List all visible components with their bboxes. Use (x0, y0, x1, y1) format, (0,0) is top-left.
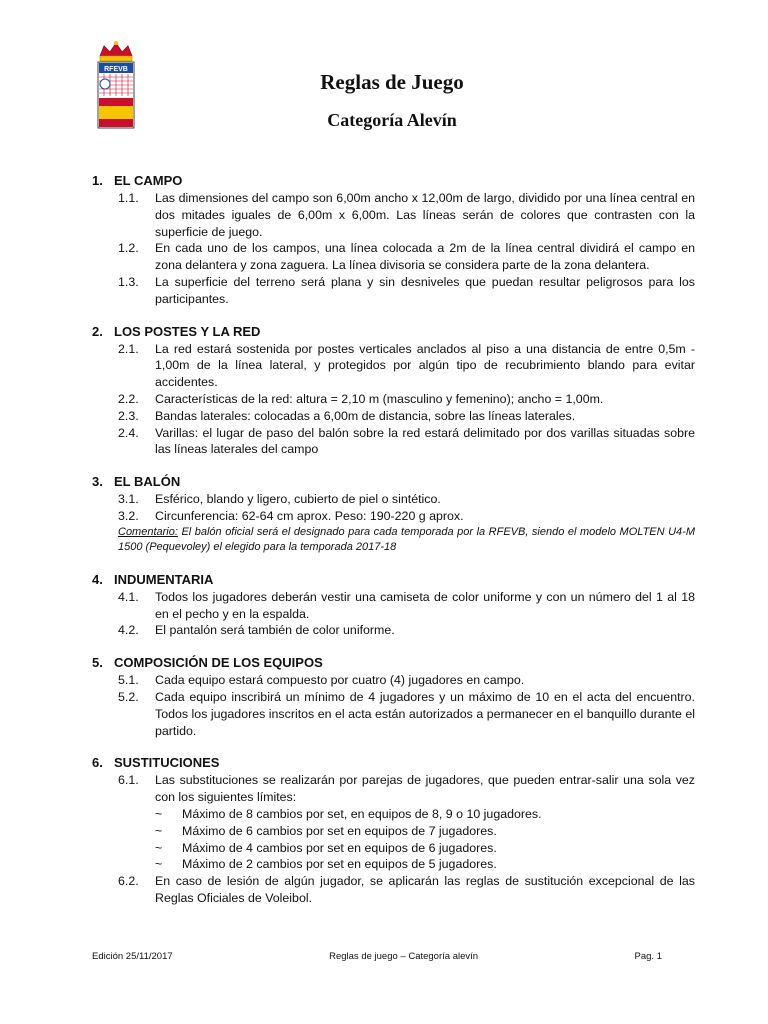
bullet-text: Máximo de 2 cambios por set en equipos de 5 jugadores. (182, 857, 497, 872)
title-block (0, 68, 768, 132)
rule-text: El pantalón será también de color uniforme. (155, 623, 395, 638)
rule-number: 6.2. (118, 874, 139, 889)
bullet-mark: ~ (155, 806, 163, 821)
section-title: EL BALÓN (114, 474, 181, 490)
rule-item (92, 274, 695, 308)
rule-text: En cada uno de los campos, una línea colocada a 2m de la línea central dividirá el campo en zona delantera y zona zaguera. La línea divisoria se considera parte de la zona delantera. (155, 241, 695, 273)
section-heading (92, 473, 695, 491)
rule-number: 1.2. (118, 241, 139, 256)
section-title: LOS POSTES Y LA RED (114, 323, 261, 339)
rule-number: 5.2. (118, 689, 139, 704)
rule-item (92, 240, 695, 274)
limit-bullet (92, 840, 695, 857)
rule-text: Cada equipo inscribirá un mínimo de 4 jugadores y un máximo de 10 en el acta del encuentro. Todos los jugadores inscritos en el acta están autorizados a permanecer en el banquillo durante el partido. (155, 689, 695, 738)
rule-text: Cada equipo estará compuesto por cuatro (4) jugadores en campo. (155, 673, 525, 688)
rule-number: 2.2. (118, 391, 139, 406)
rule-item (92, 408, 695, 425)
rule-number: 4.2. (118, 623, 139, 638)
section-heading (92, 323, 695, 341)
rule-text: Las dimensiones del campo son 6,00m ancho x 12,00m de largo, dividido por una línea central en dos mitades iguales de 6,00m x 6,00m. Las líneas serán de colores que contrasten con la superficie de juego. (155, 191, 695, 239)
rule-item (92, 589, 695, 623)
rule-item (92, 425, 695, 459)
limit-bullet (92, 823, 695, 840)
page-title: Reglas de Juego (320, 70, 464, 94)
rule-number: 2.3. (118, 408, 139, 423)
rule-text: Las substituciones se realizarán por parejas de jugadores, que pueden entrar-salir una sola vez con los siguientes límites: (155, 773, 695, 805)
footer-page-number: Pag. 1 (634, 951, 662, 962)
bullet-mark: ~ (155, 823, 163, 838)
section-heading (92, 571, 695, 589)
rule-number: 1.1. (118, 191, 139, 205)
rule-item (92, 772, 695, 806)
rule-number: 6.1. (118, 773, 139, 788)
bullet-text: Máximo de 8 cambios por set, en equipos de 8, 9 o 10 jugadores. (182, 806, 542, 821)
section-number: 3. (92, 474, 103, 490)
section-indumentaria (92, 571, 695, 639)
rule-item (92, 491, 695, 508)
rule-number: 2.4. (118, 425, 139, 440)
footer-title: Reglas de juego – Categoría alevín (329, 951, 479, 962)
section-title: COMPOSICIÓN DE LOS EQUIPOS (114, 655, 323, 671)
comment-text: El balón oficial será el designado para cada temporada por la RFEVB, siendo el modelo MOLTEN U4-M 1500 (Pequevoley) el elegido para la temporada 2017-18 (118, 525, 695, 554)
rule-number: 5.1. (118, 673, 139, 688)
section-sustituciones (92, 754, 695, 906)
rule-item (92, 341, 695, 391)
section-el-campo (92, 172, 695, 308)
ball-comment (92, 525, 695, 556)
rule-text: Esférico, blando y ligero, cubierto de piel o sintético. (155, 492, 441, 507)
section-los-postes-y-la-red (92, 323, 695, 459)
section-number: 1. (92, 173, 103, 188)
rule-text: Todos los jugadores deberán vestir una camiseta de color uniforme y con un número del 1 al 18 en el pecho y en la espalda. (155, 589, 695, 621)
rule-item (92, 873, 695, 907)
page-footer (92, 951, 662, 962)
rules-content (92, 172, 695, 922)
comment-label: Comentario: (118, 525, 178, 538)
rule-text: La red estará sostenida por postes verticales anclados al piso a una distancia de entre 0,5m - 1,00m de la línea lateral, y protegidos por algún tipo de recubrimiento blando para evitar accidentes. (155, 341, 695, 390)
section-title: EL CAMPO (114, 173, 183, 188)
rule-text: Varillas: el lugar de paso del balón sobre la red estará delimitado por dos varillas situadas sobre las líneas laterales del campo (155, 425, 695, 457)
bullet-text: Máximo de 4 cambios por set en equipos de 6 jugadores. (182, 840, 497, 855)
rule-number: 3.2. (118, 508, 139, 523)
rule-text: La superficie del terreno será plana y sin desniveles que puedan resultar peligrosos para los participantes. (155, 274, 695, 306)
bullet-text: Máximo de 6 cambios por set en equipos de 7 jugadores. (182, 823, 497, 838)
rule-number: 3.1. (118, 492, 139, 507)
section-number: 4. (92, 571, 103, 587)
section-el-balon (92, 473, 695, 556)
section-number: 5. (92, 655, 103, 671)
bullet-mark: ~ (155, 857, 163, 872)
limit-bullet (92, 856, 695, 873)
rule-number: 4.1. (118, 589, 139, 604)
section-heading (92, 754, 695, 772)
rule-item (92, 622, 695, 639)
rule-text: Circunferencia: 62-64 cm aprox. Peso: 190-220 g aprox. (155, 508, 464, 523)
limit-bullet (92, 806, 695, 823)
section-heading (92, 172, 695, 190)
rule-number: 1.3. (118, 274, 139, 289)
section-composicion-equipos (92, 654, 695, 739)
section-number: 6. (92, 755, 103, 771)
rule-item (92, 190, 695, 240)
page-subtitle: Categoría Alevín (327, 110, 457, 130)
rule-item (92, 672, 695, 689)
section-heading (92, 654, 695, 672)
rule-text: Bandas laterales: colocadas a 6,00m de distancia, sobre las líneas laterales. (155, 408, 576, 423)
rule-item (92, 689, 695, 739)
rule-number: 2.1. (118, 341, 139, 356)
rule-text: Características de la red: altura = 2,10 m (masculino y femenino); ancho = 1,00m. (155, 391, 604, 406)
footer-edition: Edición 25/11/2017 (92, 951, 173, 962)
rule-item (92, 508, 695, 525)
section-title: INDUMENTARIA (114, 571, 214, 587)
section-title: SUSTITUCIONES (114, 755, 220, 771)
bullet-mark: ~ (155, 840, 163, 855)
rule-item (92, 391, 695, 408)
rule-text: En caso de lesión de algún jugador, se aplicarán las reglas de sustitución excepcional de las Reglas Oficiales de Voleibol. (155, 874, 695, 905)
section-number: 2. (92, 323, 103, 339)
logo-text: RFEVB (104, 66, 128, 73)
